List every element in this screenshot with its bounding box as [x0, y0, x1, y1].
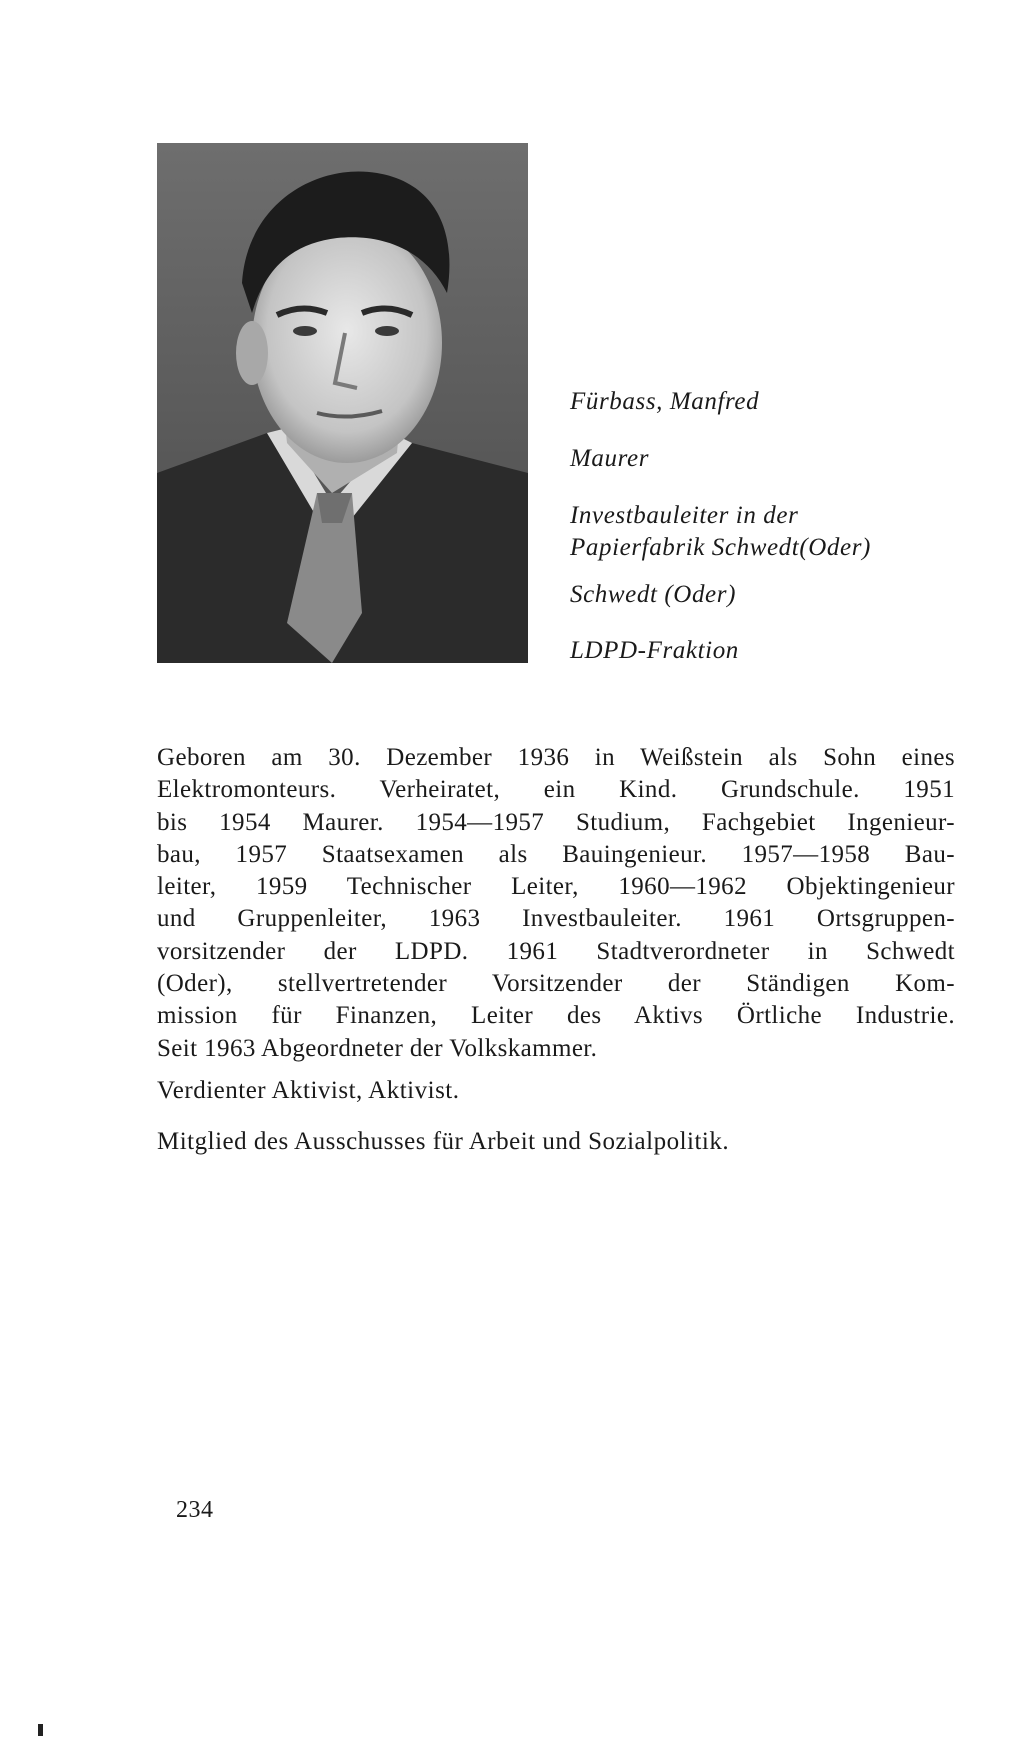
- biography-line: und Gruppenleiter, 1963 Investbauleiter. 1961 Ortsgruppen-: [157, 905, 955, 933]
- member-profession: Maurer: [570, 445, 650, 472]
- member-name: Fürbass, Manfred: [570, 388, 760, 415]
- biography-line: mission für Finanzen, Leiter des Aktivs Örtliche Industrie.: [157, 1002, 955, 1030]
- awards-text: Verdienter Aktivist, Aktivist.: [157, 1077, 460, 1104]
- biography-line: Elektromonteurs. Verheiratet, ein Kind. Grundschule. 1951: [157, 776, 955, 804]
- member-position-line2: Papierfabrik Schwedt(Oder): [570, 534, 871, 561]
- biography-paragraph: [157, 742, 955, 1065]
- member-position-line1: Investbauleiter in der: [570, 502, 799, 529]
- member-city: Schwedt (Oder): [570, 581, 736, 608]
- portrait-photo: [157, 143, 528, 663]
- biography-line: Geboren am 30. Dezember 1936 in Weißstein als Sohn eines: [157, 744, 955, 771]
- biography-line: (Oder), stellvertretender Vorsitzender der Ständigen Kom-: [157, 970, 955, 998]
- biography-line: bis 1954 Maurer. 1954—1957 Studium, Fachgebiet Ingenieur-: [157, 808, 955, 836]
- page-number: 234: [176, 1497, 214, 1523]
- biography-line: vorsitzender der LDPD. 1961 Stadtverordneter in Schwedt: [157, 937, 955, 965]
- scan-mark: [38, 1724, 43, 1736]
- committee-text: Mitglied des Ausschusses für Arbeit und Sozialpolitik.: [157, 1128, 730, 1155]
- member-faction: LDPD-Fraktion: [570, 637, 739, 664]
- biography-line: leiter, 1959 Technischer Leiter, 1960—1962 Objektingenieur: [157, 873, 955, 901]
- biography-line: bau, 1957 Staatsexamen als Bauingenieur. 1957—1958 Bau-: [157, 840, 955, 868]
- biography-line: Seit 1963 Abgeordneter der Volkskammer.: [157, 1034, 598, 1062]
